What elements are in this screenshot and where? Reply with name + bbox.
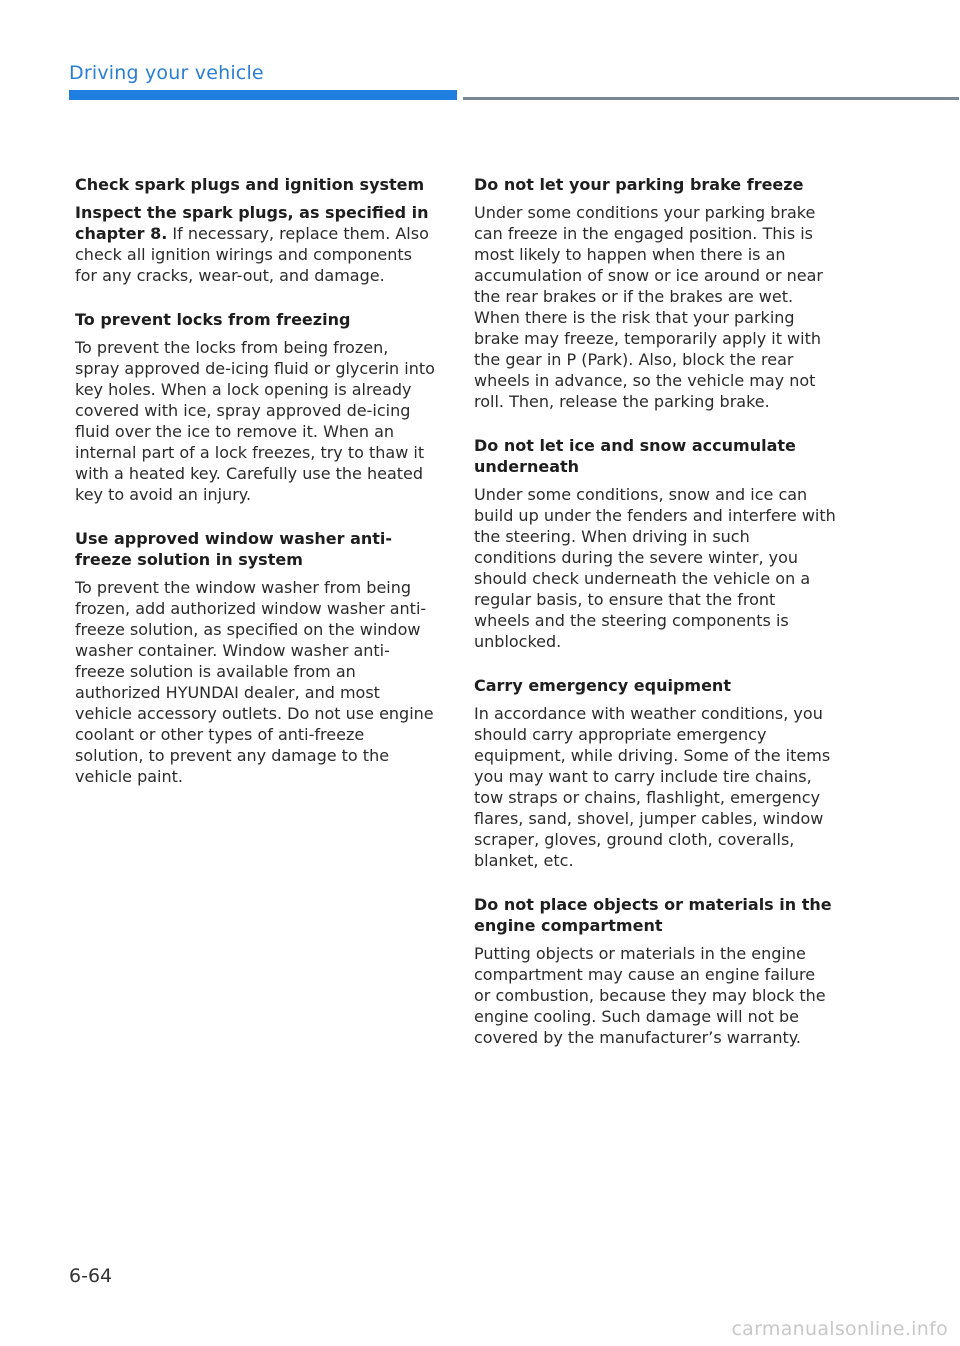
section-body: Under some conditions your parking brake can freeze in the engaged position. This is most likely to happen when there is an accumulation of snow or ice around or near the rear brakes or if the brakes are wet. When there is the risk that your parking brake may freeze, temporarily apply it with the gear in P (Park). Also, block the rear wheels in advance, so the vehicle may not roll. Then, release the parking brake. xyxy=(474,203,823,411)
section-heading: Check spark plugs and ignition system xyxy=(75,175,425,194)
section-body-text: If necessary, replace them. Also check all ignition wirings and components for any cracks, wear-out, and damage. xyxy=(75,224,429,285)
section-heading: Do not let your parking brake freeze xyxy=(474,175,804,194)
right-column xyxy=(474,174,836,1071)
section-emergency-equipment xyxy=(474,675,836,871)
section-body: To prevent the locks from being frozen, spray approved de-icing fluid or glycerin into key holes. When a lock opening is already covered with ice, spray approved de-icing fluid over the ice to remove it. When an internal part of a lock freezes, try to thaw it with a heated key. Carefully use the heated key to avoid an injury. xyxy=(75,338,435,504)
section-ice-snow-underneath xyxy=(474,435,836,652)
section-body-bold: Inspect the spark plugs, as specified in chapter 8. xyxy=(75,203,429,243)
section-engine-compartment xyxy=(474,894,836,1048)
section-spark-plugs xyxy=(75,174,437,286)
section-heading: To prevent locks from freezing xyxy=(75,310,351,329)
section-heading: Carry emergency equipment xyxy=(474,676,731,695)
section-body: In accordance with weather conditions, you should carry appropriate emergency equipment, while driving. Some of the items you may want to carry include tire chains, tow straps or chains, flashlight, emergency flares, sand, shovel, jumper cables, window scraper, gloves, ground cloth, coveralls, blanket, etc. xyxy=(474,704,831,870)
header-rule-accent xyxy=(69,90,457,100)
section-locks-freezing xyxy=(75,309,437,505)
section-parking-brake xyxy=(474,174,836,412)
section-body: To prevent the window washer from being frozen, add authorized window washer anti-freeze solution, as specified on the window washer container. Window washer anti-freeze solution is available from an authorized HYUNDAI dealer, and most vehicle accessory outlets. Do not use engine coolant or other types of anti-freeze solution, to prevent any damage to the vehicle paint. xyxy=(75,578,434,786)
section-heading: Do not let ice and snow accumulate underneath xyxy=(474,436,796,476)
section-heading: Use approved window washer anti-freeze solution in system xyxy=(75,529,393,569)
page-number: 6-64 xyxy=(69,1265,113,1287)
section-body xyxy=(75,202,437,286)
section-body: Under some conditions, snow and ice can build up under the fenders and interfere with the steering. When driving in such conditions during the severe winter, you should check underneath the vehicle on a regular basis, to ensure that the front wheels and the steering components is unblocked. xyxy=(474,485,836,651)
watermark-text: carmanualsonline.info xyxy=(731,1318,948,1340)
header-rule-gray xyxy=(463,97,959,100)
left-column xyxy=(75,174,437,810)
section-heading: Do not place objects or materials in the engine compartment xyxy=(474,895,832,935)
page-header-title: Driving your vehicle xyxy=(69,62,264,84)
section-body: Putting objects or materials in the engine compartment may cause an engine failure or combustion, because they may block the engine cooling. Such damage will not be covered by the manufacturer’s warranty. xyxy=(474,944,826,1047)
section-washer-antifreeze xyxy=(75,528,437,787)
